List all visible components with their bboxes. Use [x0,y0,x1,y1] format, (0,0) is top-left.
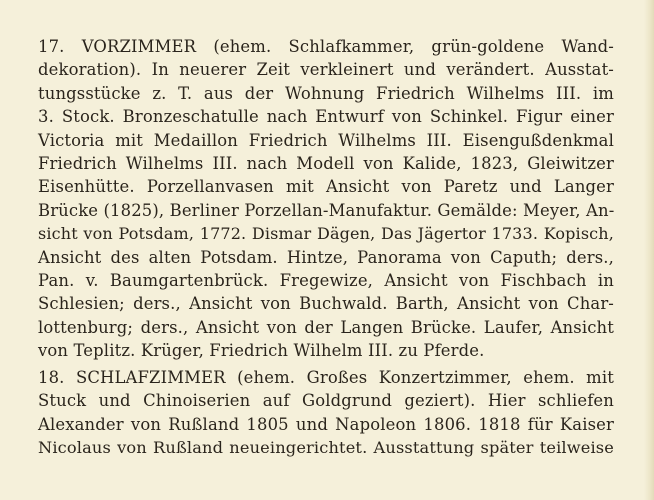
text-line: Friedrich Wilhelms III. nach Modell von Kalide, 1823, Gleiwitzer [38,153,614,173]
text-line: 18. SCHLAFZIMMER (ehem. Großes Konzertzimmer, ehem. mit [38,368,614,387]
entry-17-paragraph [38,35,614,362]
text-line: Eisenhütte. Porzellanvasen mit Ansicht von Paretz und Langer [38,177,614,197]
text-line: Brücke (1825), Berliner Porzellan-Manufaktur. Gemälde: Meyer, An- [38,200,615,220]
page-edge-shadow [644,0,654,500]
text-line: Stuck und Chinoiserien auf Goldgrund geziert). Hier schliefen [38,391,614,411]
text-line: von Teplitz. Krüger, Friedrich Wilhelm III. zu Pferde. [38,341,485,361]
text-line: Pan. v. Baumgartenbrück. Fregewize, Ansicht von Fischbach in [38,270,614,290]
text-line: Nicolaus von Rußland neueingerichtet. Ausstattung später teilweise [38,438,614,458]
text-line: Alexander von Rußland 1805 und Napoleon 1806. 1818 für Kaiser [38,414,614,434]
text-line: Victoria mit Medaillon Friedrich Wilhelms III. Eisengußdenkmal [38,130,614,150]
text-line: 17. VORZIMMER (ehem. Schlafkammer, grün-goldene Wand- [38,37,614,56]
text-line: Schlesien; ders., Ansicht von Buchwald. Barth, Ansicht von Char- [38,294,614,314]
text-line: Ansicht des alten Potsdam. Hintze, Panorama von Caputh; ders., [38,247,614,267]
text-line: 3. Stock. Bronzeschatulle nach Entwurf von Schinkel. Figur einer [38,107,614,127]
text-line: lottenburg; ders., Ansicht von der Langen Brücke. Laufer, Ansicht [38,317,614,337]
text-line: dekoration). In neuerer Zeit verkleinert und verändert. Ausstat- [38,60,614,80]
text-line: tungsstücke z. T. aus der Wohnung Friedrich Wilhelms III. im [38,83,614,103]
text-line: sicht von Potsdam, 1772. Dismar Dägen, Das Jägertor 1733. Kopisch, [38,224,614,244]
entry-18-paragraph [38,366,614,460]
